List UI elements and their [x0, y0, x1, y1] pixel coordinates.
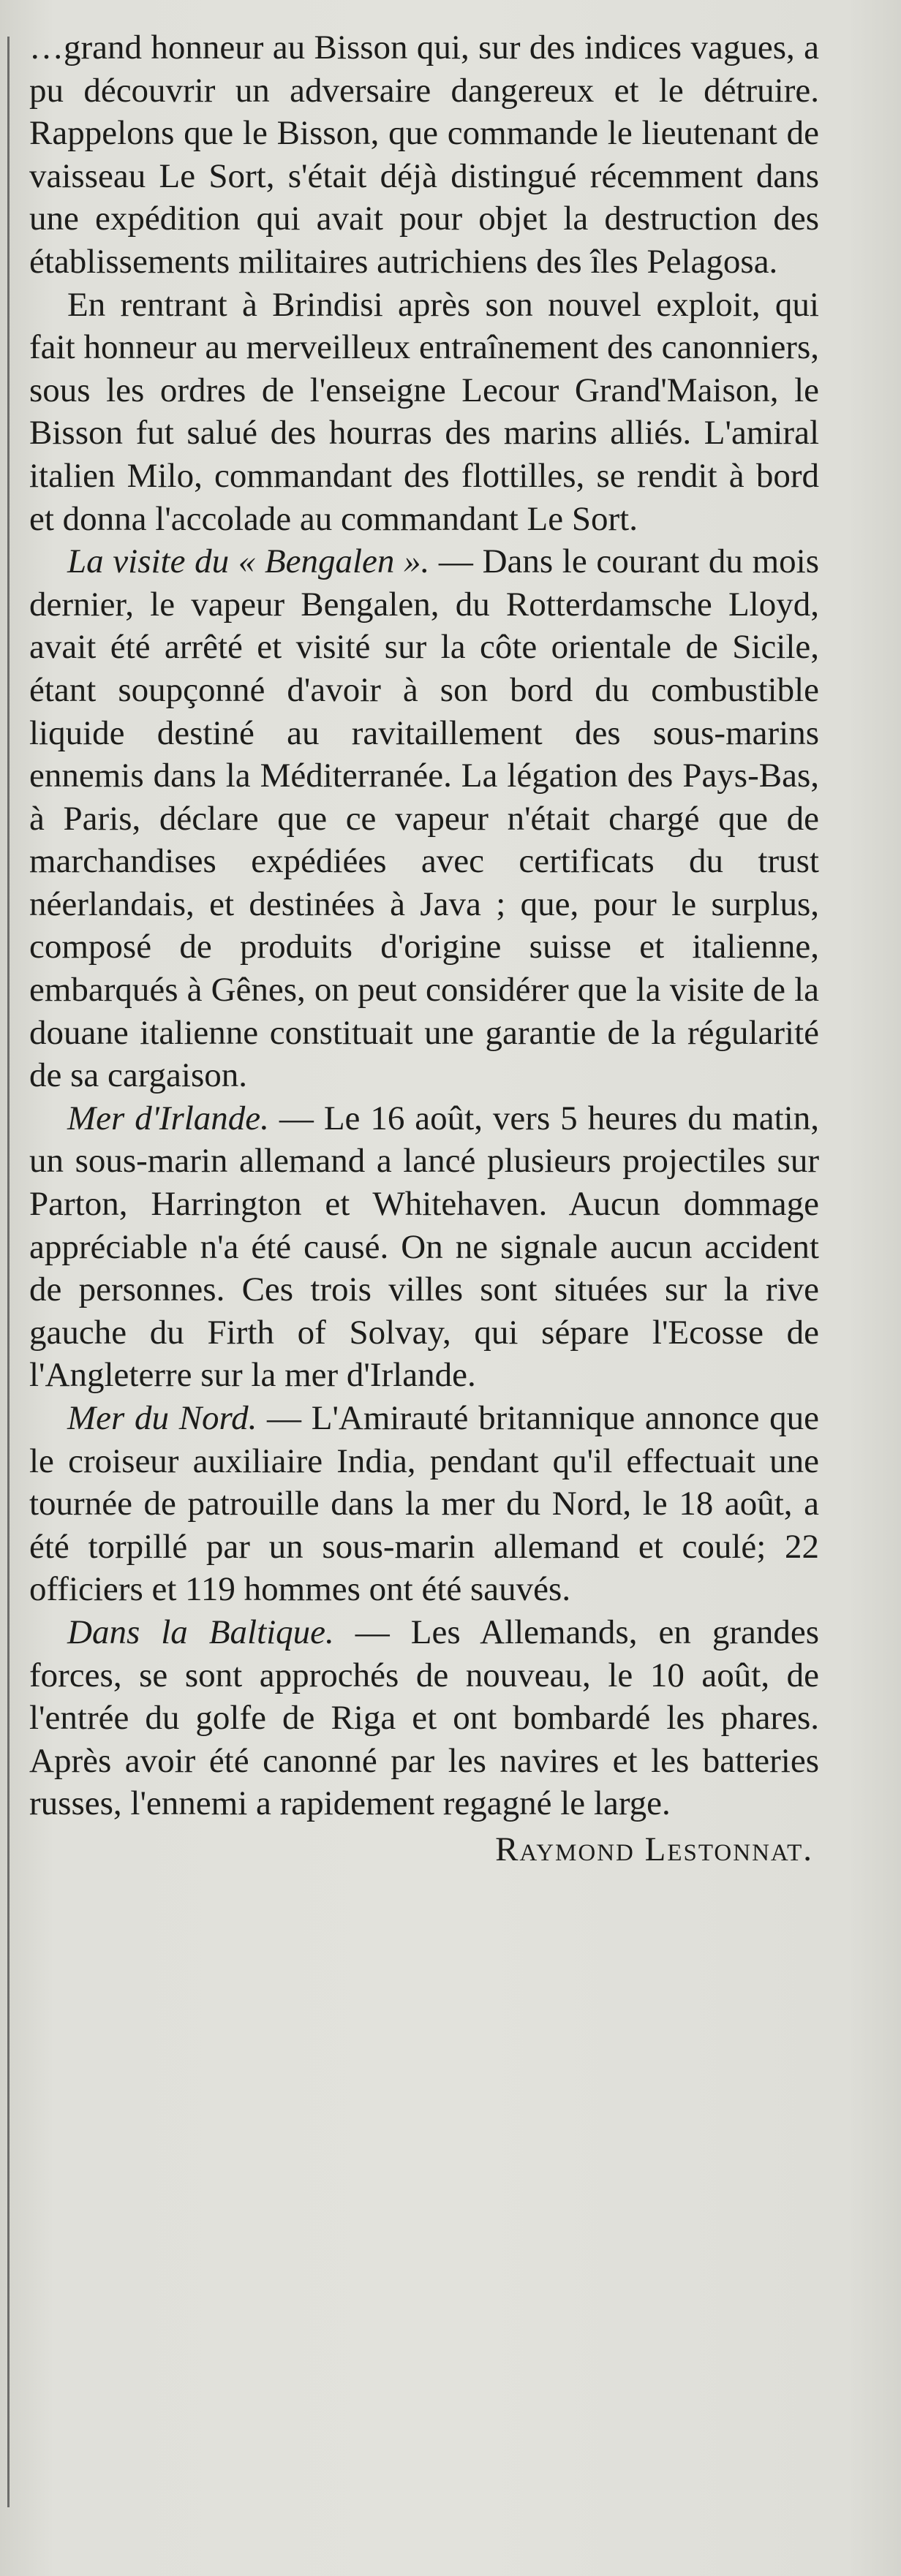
section-mer-nord: [29, 1397, 819, 1611]
section-body-bengalen: — Dans le courant du mois dernier, le vapeur Bengalen, du Rotterdamsche Lloyd, avait été arrêté et visité sur la côte orientale de Sicile, étant soupçonné d'avoir à son bord du combustible liquide destiné au ravitaillement des sous-marins ennemis dans la Méditerranée. La légation des Pays-Bas, à Paris, déclare que ce vapeur n'était chargé que de marchandises expédiées avec certificats du trust néerlandais, et destinées à Java ; que, pour le surplus, composé de produits d'origine suisse et italienne, embarqués à Gênes, on peut considérer que la visite de la douane italienne constituait une garantie de la régularité de sa cargaison.: [29, 542, 819, 1095]
section-mer-irlande: [29, 1097, 819, 1397]
intro-paragraph: …grand honneur au Bisson qui, sur des indices vagues, a pu découvrir un adversaire dangereux et le détruire. Rappelons que le Bisson, que commande le lieutenant de vaisseau Le Sort, s'était déjà distingué récemment dans une expédition qui avait pour objet la destruction des établissements militaires autrichiens des îles Pelagosa.: [29, 29, 819, 281]
section-body-baltique: — Les Allemands, en grandes forces, se sont approchés de nouveau, le 10 août, de l'entrée du golfe de Riga et ont bombardé les phares. Après avoir été canonné par les navires et les batteries russes, l'ennemi a rapidement regagné le large.: [29, 1613, 819, 1823]
section-bengalen: [29, 540, 819, 1097]
section-heading-mer-irlande: Mer d'Irlande.: [67, 1099, 269, 1137]
column-rule: [7, 37, 10, 2507]
section-baltique: [29, 1611, 819, 1825]
section-body-mer-nord: — L'Amirauté britannique annonce que le croiseur auxiliaire India, pendant qu'il effectuait une tournée de patrouille dans la mer du Nord, le 18 août, a été torpillé par un sous-marin allemand et coulé; 22 officiers et 119 hommes ont été sauvés.: [29, 1399, 819, 1609]
brindisi-paragraph: En rentrant à Brindisi après son nouvel exploit, qui fait honneur au merveilleux entraînement des canonniers, sous les ordres de l'enseigne Lecour Grand'Maison, le Bisson fut salué des hourras des marins alliés. L'amiral italien Milo, commandant des flottilles, se rendit à bord et donna l'accolade au commandant Le Sort.: [29, 285, 819, 538]
author-signature: Raymond Lestonnat.: [495, 1830, 813, 1868]
article-column: [29, 26, 819, 1871]
section-body-mer-irlande: — Le 16 août, vers 5 heures du matin, un sous-marin allemand a lancé plusieurs projectiles sur Parton, Harrington et Whitehaven. Aucun dommage appréciable n'a été causé. On ne signale aucun accident de personnes. Ces trois villes sont situées sur la rive gauche du Firth of Solvay, qui sépare l'Ecosse de l'Angleterre sur la mer d'Irlande.: [29, 1099, 819, 1395]
section-heading-mer-nord: Mer du Nord.: [67, 1399, 257, 1437]
section-heading-baltique: Dans la Baltique.: [67, 1613, 334, 1651]
section-heading-bengalen: La visite du « Bengalen ».: [67, 542, 430, 581]
